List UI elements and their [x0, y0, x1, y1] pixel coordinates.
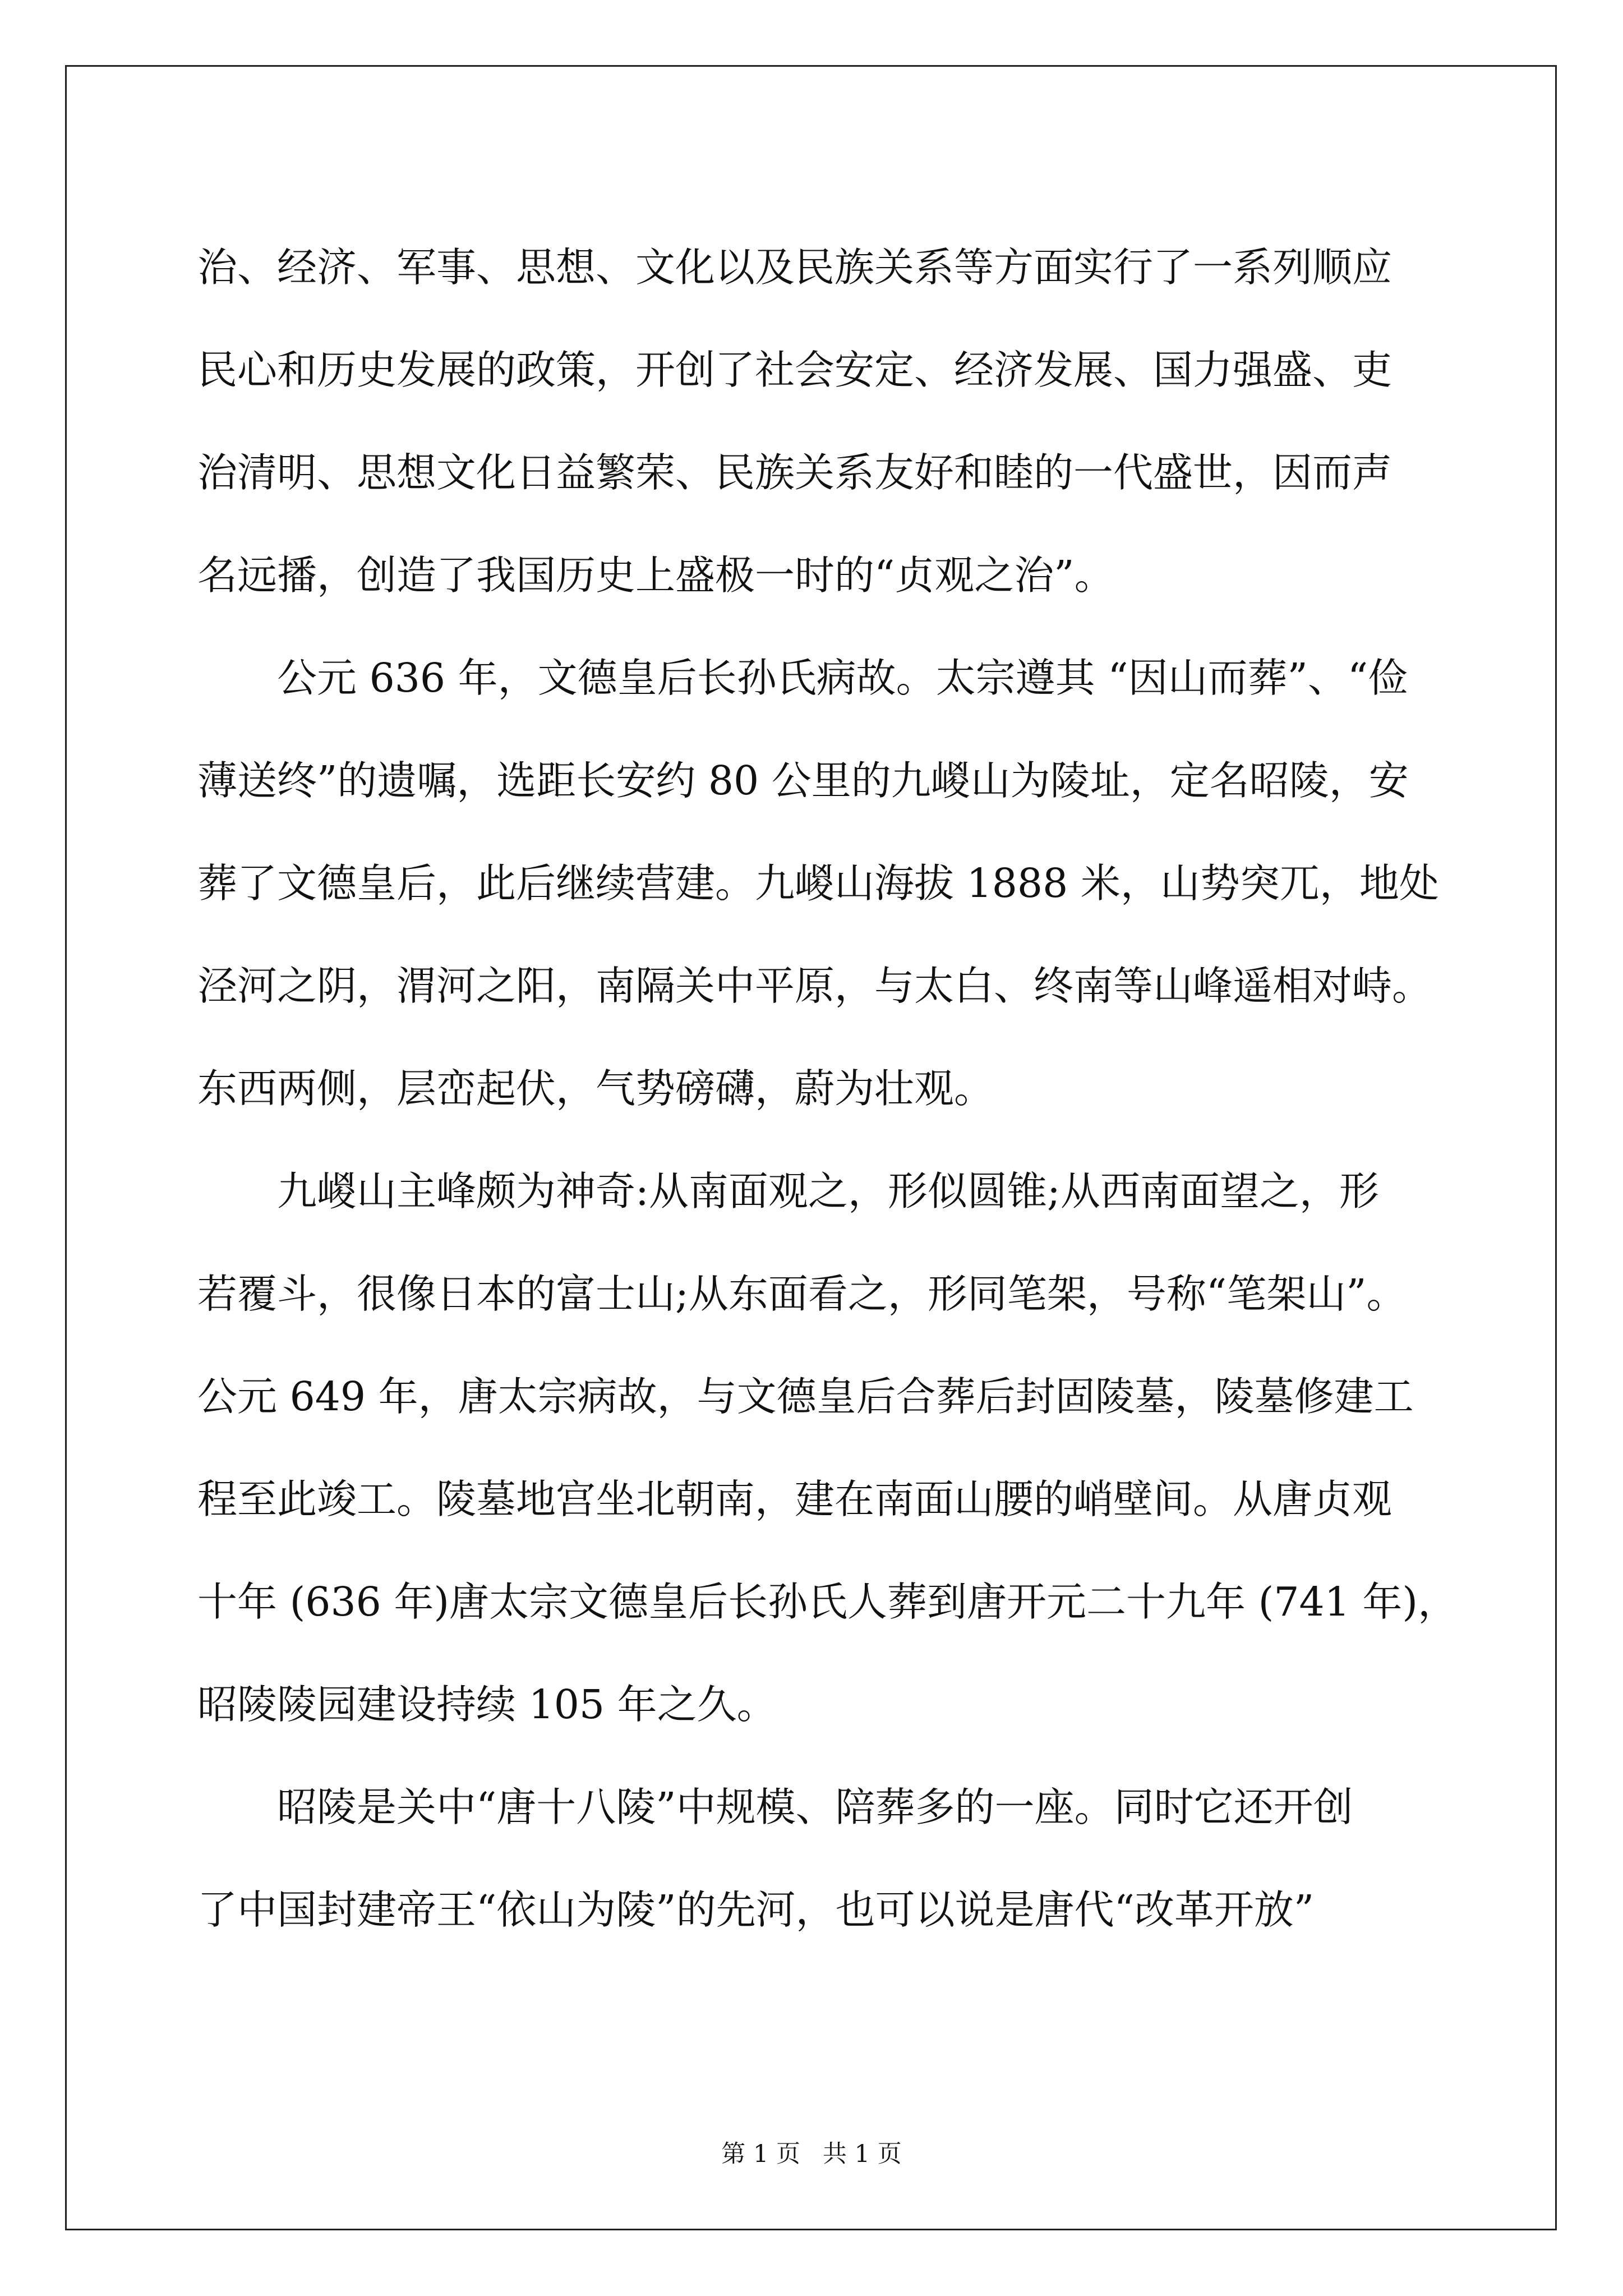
paragraph [197, 1756, 1482, 1961]
paragraph [197, 627, 1482, 1140]
text-line: 昭陵陵园建设持续 105 年之久。 [197, 1681, 777, 1728]
text-line: 葬了文德皇后，此后继续营建。九嵕山海拔 1888 米，山势突兀，地处 [197, 860, 1439, 907]
text-line: 程至此竣工。陵墓地宫坐北朝南，建在南面山腰的峭壁间。从唐贞观 [197, 1476, 1393, 1522]
text-line: 九嵕山主峰颇为神奇:从南面观之，形似圆锥;从西南面望之，形 [277, 1168, 1379, 1214]
text-line: 治清明、思想文化日益繁荣、民族关系友好和睦的一代盛世，因而声 [197, 449, 1393, 496]
page-total: 共 1 页 [823, 2140, 902, 2168]
text-line: 治、经济、军事、思想、文化以及民族关系等方面实行了一系列顺应 [197, 244, 1393, 291]
text-line: 了中国封建帝王“依山为陵”的先河，也可以说是唐代“改革开放” [197, 1887, 1315, 1933]
text-line: 民心和历史发展的政策，开创了社会安定、经济发展、国力强盛、吏 [197, 347, 1393, 393]
text-line: 昭陵是关中“唐十八陵”中规模、陪葬多的一座。同时它还开创 [277, 1784, 1353, 1830]
text-line: 名远播，创造了我国历史上盛极一时的“贞观之治”。 [197, 552, 1114, 599]
page-footer [0, 2137, 1623, 2171]
text-line: 公元 636 年，文德皇后长孙氏病故。太宗遵其 “因山而葬”、“俭 [277, 655, 1408, 701]
paragraph [197, 1140, 1482, 1756]
text-line: 公元 649 年，唐太宗病故，与文德皇后合葬后封固陵墓，陵墓修建工 [197, 1373, 1414, 1420]
text-line: 东西两侧，层峦起伏，气势磅礴，蔚为壮观。 [197, 1065, 994, 1112]
paragraph [197, 216, 1482, 627]
text-line: 若覆斗，很像日本的富士山;从东面看之，形同笔架，号称“笔架山”。 [197, 1271, 1407, 1317]
text-line: 泾河之阴，渭河之阳，南隔关中平原，与太白、终南等山峰遥相对峙。 [197, 963, 1432, 1009]
document-body [197, 216, 1482, 1961]
text-line: 十年 (636 年)唐太宗文德皇后长孙氏人葬到唐开元二十九年 (741 年)， [197, 1579, 1458, 1625]
text-line: 薄送终”的遗嘱，选距长安约 80 公里的九嵕山为陵址，定名昭陵，安 [197, 757, 1409, 804]
page-number: 第 1 页 [721, 2140, 800, 2168]
